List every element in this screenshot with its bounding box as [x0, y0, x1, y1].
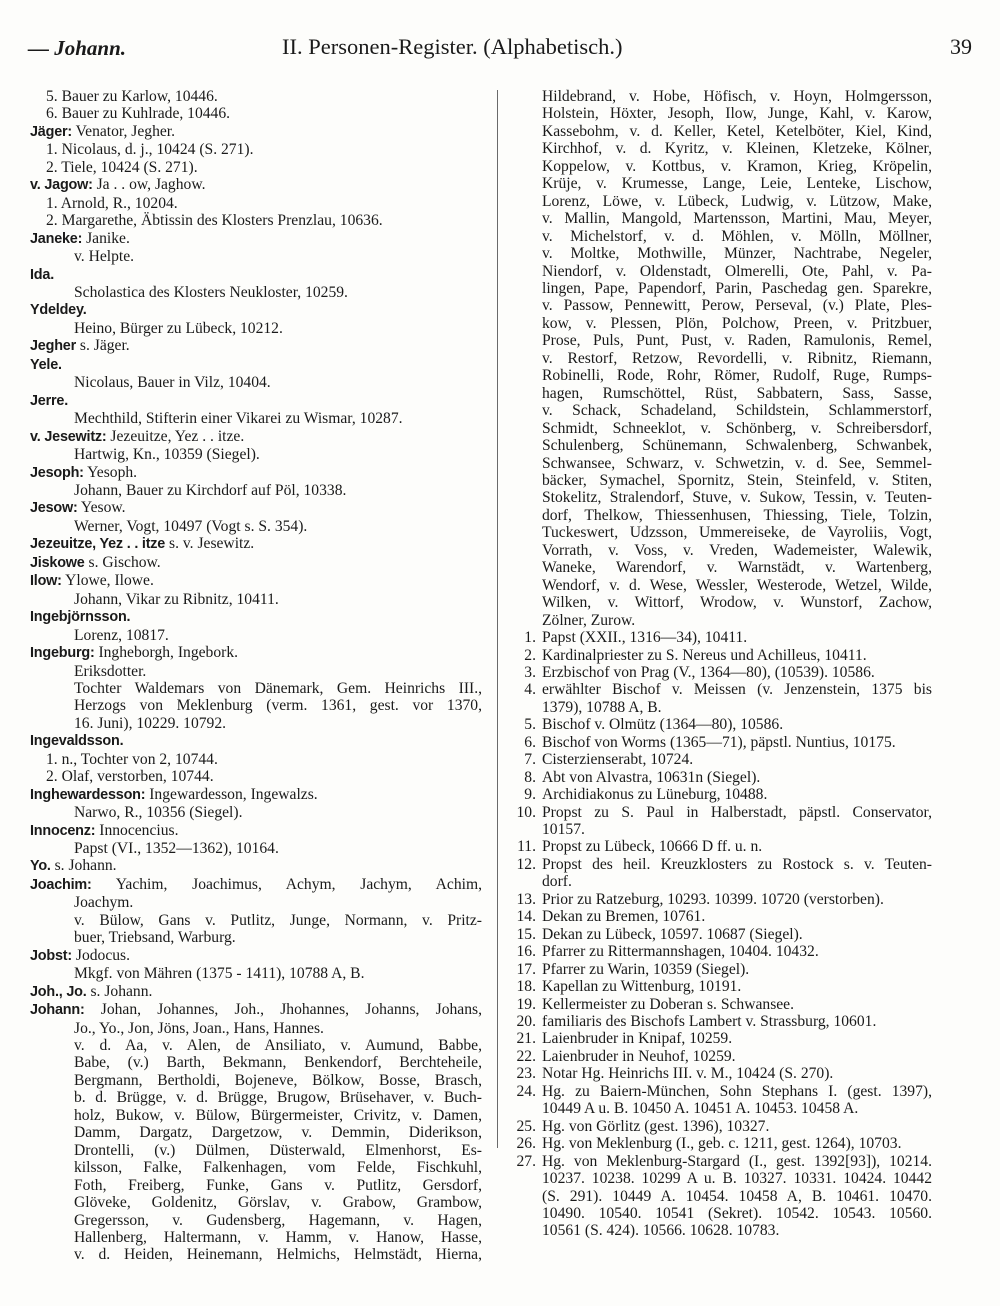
register-subentry [30, 804, 482, 821]
numbered-entry [510, 908, 932, 925]
register-text: 6. Bauer zu Kuhlrade, 10446. [46, 105, 231, 123]
register-text: 2. Olaf, verstorben, 10744. [46, 768, 214, 786]
register-headword: v. Jagow: [30, 177, 93, 194]
register-subentry [30, 1142, 482, 1159]
entry-text: Laienbruder in Neuhof, 10259. [542, 1047, 736, 1065]
register-heading-entry [30, 608, 482, 626]
entry-number: 15. [516, 925, 536, 943]
register-text: Hallenberg, Haltermann, v. Hamm, v. Hanow, Hasse, [74, 1229, 482, 1246]
entry-number: 20. [516, 1013, 536, 1031]
entry-number: 10. [516, 803, 536, 821]
register-subentry [30, 1194, 482, 1211]
entry-number: 24. [516, 1082, 536, 1100]
numbered-entry [510, 786, 932, 803]
register-text: Ylowe, Ilowe. [61, 572, 154, 590]
numbered-entry [510, 1048, 932, 1065]
name-list-line: Robinelli, Rode, Rohr, Römer, Rudolf, Ruge, Rumps- [542, 367, 932, 385]
numbered-entry [510, 961, 932, 978]
name-list-line: Niendorf, v. Oldenstadt, Olmerelli, Ote, Pahl, v. Pa- [542, 262, 932, 280]
register-headword: Yele. [30, 356, 62, 373]
register-text: v. d. Aa, v. Alen, de Ansiliato, v. Aumund, Babbe, [74, 1037, 482, 1055]
register-heading-entry [30, 176, 482, 194]
entry-text: Cisterzienserabt, 10724. [542, 751, 694, 769]
register-headword: Jäger: [30, 123, 72, 140]
register-subentry [30, 965, 482, 982]
name-list-line: Schulenberg, Schünemann, Schwalenberg, Schwanbek, [542, 437, 932, 455]
register-subentry [30, 1124, 482, 1141]
register-subentry [30, 1159, 482, 1176]
register-text: Eriksdotter. [74, 662, 147, 680]
name-list-line: Schmidt, Schneeklot, v. Schönberg, v. Schreibersdorf, [542, 419, 932, 437]
numbered-entry [510, 1030, 932, 1047]
name-list-line: Koppelow, v. Kottbus, v. Kramon, Krieg, Kröpelin, [542, 157, 932, 175]
register-text: Heino, Bürger zu Lübeck, 10212. [74, 319, 283, 337]
register-headword: Ydeldey. [30, 302, 87, 319]
register-headword: Jesow: [30, 500, 78, 517]
register-subentry [30, 768, 482, 785]
name-list-line: Vorrath, v. Voss, v. Vreden, Wademeister, Walewik, [542, 541, 932, 559]
entry-text: Dekan zu Lübeck, 10597. 10687 (Siegel). [542, 925, 803, 943]
entry-text: 10157. [542, 821, 585, 839]
register-subentry [30, 141, 482, 158]
register-headword: Jegher [30, 338, 76, 355]
register-heading-entry [30, 499, 482, 517]
entry-text: Kellermeister zu Doberan s. Schwansee. [542, 995, 795, 1013]
register-text: Tochter Waldemars von Dänemark, Gem. Heinrichs III., [74, 679, 482, 697]
column-divider [497, 90, 498, 1148]
entry-text: Papst (XXII., 1316—34), 10411. [542, 629, 748, 647]
name-list-line: v. Michelstorf, v. d. Möhlen, v. Mölln, Möllner, [542, 227, 932, 245]
name-list-line: v. Passow, Pennewitt, Perow, Perseval, (v.) Plate, Ples- [542, 297, 932, 315]
register-text: Johan, Johannes, Joh., Jhohannes, Johanns, Johans, [84, 1001, 482, 1019]
register-text: Innocencius. [95, 821, 179, 839]
numbered-entry [510, 629, 932, 646]
name-list-line: kow, v. Plessen, Plön, Polchow, Preen, v. Pritzbuer, [542, 314, 932, 332]
register-subentry [30, 1246, 482, 1263]
entry-text: 10449 A u. B. 10450 A. 10451 A. 10453. 10458 A. [542, 1100, 859, 1118]
numbered-entry-continuation [510, 873, 932, 890]
register-text: b. d. Brügge, v. d. Brügge, Brugow, Brüsehaver, v. Buch- [74, 1089, 482, 1107]
register-text: kilsson, Falke, Falkenhagen, vom Felde, Fischkuhl, [74, 1159, 482, 1177]
entry-text: Laienbruder in Knipaf, 10259. [542, 1030, 733, 1048]
register-heading-entry [30, 732, 482, 750]
name-list-line: Hildebrand, v. Hobe, Höfisch, v. Hoyn, Holmgersson, [542, 88, 932, 105]
numbered-entry [510, 751, 932, 768]
numbered-entry [510, 647, 932, 664]
entry-text: Archidiakonus zu Lüneburg, 10488. [542, 786, 768, 804]
register-subentry [30, 715, 482, 732]
numbered-entry [510, 769, 932, 786]
register-text: Narwo, R., 10356 (Siegel). [74, 804, 243, 822]
entry-text: erwählter Bischof v. Meissen (v. Jenzenstein, 1375 bis [542, 681, 932, 699]
register-heading-entry [30, 301, 482, 319]
register-text: 16. Juni), 10229. 10792. [74, 714, 227, 732]
register-subentry [30, 195, 482, 212]
entry-text: Kardinalpriester zu S. Nereus und Achilleus, 10411. [542, 646, 867, 664]
register-headword: Joachim: [30, 876, 92, 893]
name-list-line: Kassebohm, v. d. Keller, Ketel, Ketelböter, Kiel, Kind, [542, 122, 932, 140]
name-list-line: Waneke, Warendorf, v. Warnstädt, v. Wartenberg, [542, 559, 932, 577]
entry-number: 11. [517, 838, 536, 856]
entry-number: 14. [516, 908, 536, 926]
register-text: holz, Bukow, v. Bülow, Bürgermeister, Crivitz, v. Damen, [74, 1106, 482, 1124]
entry-number: 1. [524, 629, 536, 647]
numbered-entry [510, 804, 932, 821]
register-headword: Joh., Jo. [30, 983, 87, 1000]
register-subentry [30, 751, 482, 768]
name-list-line: Krüje, v. Krumesse, Lange, Leie, Lenteke, Lischow, [542, 175, 932, 193]
name-list-line: Lorenz, Löwe, v. Lübeck, Ludwig, v. Lützow, Make, [542, 192, 932, 210]
entry-text: Hg. von Meklenburg (I., geb. c. 1211, gest. 1264), 10703. [542, 1135, 902, 1153]
register-text: Damm, Dargatz, Dargetzow, v. Demmin, Diderikson, [74, 1124, 482, 1142]
entry-text: Bischof von Worms (1365—71), päpstl. Nuntius, 10175. [542, 733, 896, 751]
register-headword: Ingebjörnsson. [30, 609, 131, 626]
name-list-line: Stokelitz, Stralendorf, Stuve, v. Sukow, Tessin, v. Teuten- [542, 489, 932, 507]
register-text: s. v. Jesewitz. [165, 535, 255, 553]
register-subentry [30, 929, 482, 946]
register-headword: Ingeburg: [30, 645, 95, 662]
left-column [30, 88, 482, 1264]
register-heading-entry [30, 337, 482, 355]
numbered-entry [510, 716, 932, 733]
numbered-entry [510, 664, 932, 681]
register-text: v. Bülow, Gans v. Putlitz, Junge, Normann, v. Pritz- [74, 911, 482, 929]
register-heading-entry [30, 644, 482, 662]
register-heading-entry [30, 786, 482, 804]
register-heading-entry [30, 857, 482, 875]
register-heading-entry [30, 464, 482, 482]
name-list-line: v. Mallin, Mangold, Martensson, Martini, Mau, Meyer, [542, 210, 932, 228]
register-heading-entry [30, 392, 482, 410]
register-subentry [30, 697, 482, 714]
entry-number: 6. [524, 733, 536, 751]
numbered-entry [510, 1153, 932, 1170]
entry-number: 9. [524, 786, 536, 804]
register-subentry [30, 159, 482, 176]
page-number: 39 [950, 34, 972, 59]
register-subentry [30, 518, 482, 535]
register-headword: Johann: [30, 1002, 85, 1019]
register-headword: Inghewardesson: [30, 786, 146, 803]
entry-text: Propst zu S. Paul in Halberstadt, päpstl. Conservator, [542, 803, 932, 821]
entry-number: 26. [516, 1135, 536, 1153]
register-heading-entry [30, 230, 482, 248]
name-list-line: v. Schack, Schadeland, Schildstein, Schlammerstorf, [542, 402, 932, 420]
entry-text: 10561 (S. 424). 10566. 10628. 10783. [542, 1222, 780, 1240]
name-list-line: Wendorf, v. d. Wese, Wessler, Westerode, Wetzel, Wilde, [542, 576, 932, 594]
register-text: Scholastica des Klosters Neukloster, 10259. [74, 283, 348, 301]
register-text: Johann, Bauer zu Kirchdorf auf Pöl, 10338. [74, 481, 347, 499]
entry-number: 7. [524, 751, 536, 769]
entry-number: 19. [516, 995, 536, 1013]
register-text: Hartwig, Kn., 10359 (Siegel). [74, 446, 260, 464]
register-subentry [30, 627, 482, 644]
entry-number: 5. [524, 716, 536, 734]
register-text: Gregersson, v. Gudensberg, Hagemann, v. Hagen, [74, 1211, 482, 1229]
entry-number: 2. [524, 646, 536, 664]
register-subentry [30, 1020, 482, 1037]
numbered-entry [510, 891, 932, 908]
entry-number: 17. [516, 960, 536, 978]
entry-number: 16. [516, 943, 536, 961]
entry-text: 10237. 10238. 10299 A u. B. 10327. 10331. 10424. 10442 [542, 1170, 932, 1188]
register-headword: Yo. [30, 858, 51, 875]
name-list-line: Holstein, Höxter, Jesoph, Ilow, Junge, Kahl, v. Karow, [542, 105, 932, 123]
register-subentry [30, 680, 482, 697]
entry-number: 3. [524, 663, 536, 681]
numbered-entry [510, 1083, 932, 1100]
numbered-entry [510, 681, 932, 698]
entry-text: Propst des heil. Kreuzklosters zu Rostock s. v. Teuten- [542, 855, 932, 873]
register-headword: Ingevaldsson. [30, 733, 124, 750]
register-heading-entry [30, 535, 482, 553]
register-subentry [30, 320, 482, 337]
name-list-line: Prose, Puls, Punt, Pust, v. Raden, Ramulonis, Remel, [542, 332, 932, 350]
register-subentry [30, 591, 482, 608]
entry-text: (S. 291). 10449 A. 10454. 10458 A, B. 10461. 10470. [542, 1187, 932, 1205]
entry-text: Notar Hg. Heinrichs III. v. M., 10424 (S. 270). [542, 1065, 834, 1083]
register-headword: Jesoph: [30, 464, 84, 481]
register-heading-entry [30, 1001, 482, 1019]
name-list-line: v. Moltke, Mothwille, Münzer, Nachtrabe, Negeler, [542, 245, 932, 263]
name-list-line: Tuckeswert, Udzsson, Ummereiseke, de Vayroliis, Vogt, [542, 524, 932, 542]
name-list-line: Schwansee, Schwarz, v. Schwetzin, v. d. See, Semmel- [542, 454, 932, 472]
register-heading-entry [30, 822, 482, 840]
register-text: Janike. [82, 229, 130, 247]
register-text: Ingewardesson, Ingewalzs. [145, 785, 318, 803]
register-subentry [30, 284, 482, 301]
register-subentry [30, 482, 482, 499]
register-text: Venator, Jegher. [72, 122, 176, 140]
numbered-entry [510, 838, 932, 855]
register-subentry [30, 1054, 482, 1071]
register-text: Bergmann, Bertholdi, Bojeneve, Bölkow, Bosse, Brasch, [74, 1071, 482, 1089]
register-text: Glöveke, Goldenitz, Görslav, v. Grabow, Grambow, [74, 1194, 482, 1212]
register-text: 2. Tiele, 10424 (S. 271). [46, 158, 198, 176]
numbered-entry [510, 1118, 932, 1135]
name-list-line: Zölner, Zurow. [542, 611, 636, 629]
entry-text: familiaris des Bischofs Lambert v. Strassburg, 10601. [542, 1013, 877, 1031]
numbered-entry-continuation [510, 1100, 932, 1117]
register-heading-entry [30, 123, 482, 141]
register-headword: Innocenz: [30, 822, 96, 839]
register-headword: Ilow: [30, 573, 62, 590]
name-list-line: v. Restorf, Retzow, Revordelli, v. Ribnitz, Riemann, [542, 349, 932, 367]
register-subentry [30, 1229, 482, 1246]
register-text: Ja . . ow, Jaghow. [92, 176, 206, 194]
register-subentry [30, 663, 482, 680]
entry-text: Prior zu Ratzeburg, 10293. 10399. 10720 (verstorben). [542, 890, 884, 908]
entry-text: Bischof v. Olmütz (1364—80), 10586. [542, 716, 784, 734]
entry-text: Pfarrer zu Rittermannshagen, 10404. 10432. [542, 943, 819, 961]
name-list-line: bäcker, Symachel, Spornitz, Stein, Steinfeld, v. Stiten, [542, 471, 932, 489]
register-text: Yesoph. [83, 463, 138, 481]
entry-text: 1379), 10788 A, B. [542, 698, 662, 716]
entry-text: Hg. von Görlitz (gest. 1396), 10327. [542, 1117, 770, 1135]
register-text: buer, Triebsand, Warburg. [74, 929, 236, 947]
register-heading-entry [30, 266, 482, 284]
name-list-line: Kirchhof, v. d. Kyritz, v. Kleinen, Kletzeke, Kölner, [542, 140, 932, 158]
register-text: v. Helpte. [74, 248, 135, 266]
entry-text: Dekan zu Bremen, 10761. [542, 908, 706, 926]
register-text: s. Johann. [50, 857, 117, 875]
numbered-entry-continuation [510, 1170, 932, 1187]
entry-text: Propst zu Lübeck, 10666 D ff. u. n. [542, 838, 763, 856]
register-subentry [30, 894, 482, 911]
entry-text: Hg. zu Baiern-München, Sohn Stephans I. (gest. 1397), [542, 1082, 932, 1100]
register-text: Nicolaus, Bauer in Vilz, 10404. [74, 374, 271, 392]
entry-number: 18. [516, 978, 536, 996]
entry-number: 8. [524, 768, 536, 786]
numbered-entry [510, 856, 932, 873]
register-text: Babe, (v.) Barth, Bekmann, Benkendorf, Berchteheile, [74, 1054, 482, 1072]
register-text: Jo., Yo., Jon, Jöns, Joan., Hans, Hannes. [74, 1019, 324, 1037]
register-headword: Jezeuitze, Yez . . itze [30, 536, 166, 553]
right-column [510, 88, 932, 1240]
register-text: Mkgf. von Mähren (1375 - 1411), 10788 A, B. [74, 965, 365, 983]
numbered-entry [510, 926, 932, 943]
name-list-line: Wilken, v. Wittorf, Wrodow, v. Wunstorf, Zachow, [542, 594, 932, 612]
register-heading-entry [30, 554, 482, 572]
entry-text: dorf. [542, 873, 572, 891]
register-text: v. d. Heiden, Heinemann, Helmichs, Helmstädt, Hierna, [74, 1246, 482, 1264]
register-text: Werner, Vogt, 10497 (Vogt s. S. 354). [74, 517, 308, 535]
register-subentry [30, 1072, 482, 1089]
numbered-entry [510, 734, 932, 751]
register-subentry [30, 248, 482, 265]
register-headword: Janeke: [30, 230, 83, 247]
running-head-left: — Johann. [28, 36, 127, 60]
register-subentry [30, 88, 482, 105]
entry-number: 22. [516, 1047, 536, 1065]
register-heading-entry [30, 428, 482, 446]
numbered-entry [510, 1013, 932, 1030]
register-subentry [30, 1177, 482, 1194]
numbered-entry-continuation [510, 1205, 932, 1222]
register-text: Foth, Freiberg, Funke, Gans v. Putlitz, Gersdorf, [74, 1176, 482, 1194]
page-header [28, 32, 972, 68]
register-subentry [30, 912, 482, 929]
entry-number: 23. [516, 1065, 536, 1083]
register-subentry [30, 105, 482, 122]
entry-number: 4. [524, 681, 536, 699]
register-subentry [30, 1037, 482, 1054]
register-text: 1. Arnold, R., 10204. [46, 194, 178, 212]
entry-number: 12. [516, 855, 536, 873]
register-heading-entry [30, 876, 482, 894]
register-subentry [30, 212, 482, 229]
entry-text: 10490. 10540. 10541 (Sekret). 10542. 10543. 10560. [542, 1205, 932, 1222]
entry-number: 27. [516, 1152, 536, 1170]
running-head-title: II. Personen-Register. (Alphabetisch.) [282, 34, 623, 59]
register-text: 2. Margarethe, Äbtissin des Klosters Prenzlau, 10636. [46, 212, 383, 230]
numbered-entry [510, 978, 932, 995]
register-text: Jodocus. [71, 946, 131, 964]
numbered-entry [510, 996, 932, 1013]
register-heading-entry [30, 983, 482, 1001]
name-list-line: hagen, Rumschöttel, Rüst, Sabbatern, Sass, Sasse, [542, 384, 932, 402]
numbered-entry-continuation [510, 1188, 932, 1205]
register-text: Drontelli, (v.) Dülmen, Düsterwald, Elmenhorst, Es- [74, 1141, 482, 1159]
register-heading-entry [30, 947, 482, 965]
register-text: Johann, Vikar zu Ribnitz, 10411. [74, 590, 279, 608]
numbered-entry [510, 1135, 932, 1152]
register-heading-entry [30, 572, 482, 590]
numbered-entry-continuation [510, 1222, 932, 1239]
register-text: Yesow. [77, 499, 126, 517]
name-list-line: lingen, Pape, Papendorf, Parin, Paschedag gen. Sparekre, [542, 279, 932, 297]
entry-text: Erzbischof von Prag (V., 1364—80), (10539). 10586. [542, 663, 875, 681]
register-text: Joachym. [74, 894, 134, 912]
numbered-entry-continuation [510, 821, 932, 838]
numbered-entry [510, 943, 932, 960]
register-text: Papst (VI., 1352—1362), 10164. [74, 840, 279, 858]
numbered-entry [510, 1065, 932, 1082]
register-text: Jezeuitze, Yez . . itze. [106, 427, 245, 445]
register-headword: Jobst: [30, 947, 72, 964]
register-headword: Ida. [30, 266, 54, 283]
entry-text: Abt von Alvastra, 10631n (Siegel). [542, 768, 761, 786]
entry-number: 21. [516, 1030, 536, 1048]
register-text: Ingheborgh, Ingebork. [94, 644, 239, 662]
register-text: 1. n., Tochter von 2, 10744. [46, 750, 218, 768]
register-heading-entry [30, 356, 482, 374]
register-subentry [30, 446, 482, 463]
register-subentry [30, 1212, 482, 1229]
register-text: Yachim, Joachimus, Achym, Jachym, Achim, [91, 875, 482, 893]
register-headword: Jiskowe [30, 554, 85, 571]
register-subentry [30, 1107, 482, 1124]
register-text: 5. Bauer zu Karlow, 10446. [46, 88, 218, 105]
register-subentry [30, 410, 482, 427]
register-subentry [30, 840, 482, 857]
register-subentry [30, 374, 482, 391]
entry-number: 25. [516, 1117, 536, 1135]
entry-text: Hg. von Meklenburg-Stargard (I., gest. 1392[93]), 10214. [542, 1152, 932, 1170]
entry-text: Pfarrer zu Warin, 10359 (Siegel). [542, 960, 750, 978]
register-headword: Jerre. [30, 392, 69, 409]
register-subentry [30, 1089, 482, 1106]
entry-text: Kapellan zu Wittenburg, 10191. [542, 978, 742, 996]
register-text: s. Johann. [86, 982, 153, 1000]
register-text: s. Gischow. [84, 553, 161, 571]
numbered-entry-continuation [510, 699, 932, 716]
register-text: Lorenz, 10817. [74, 626, 169, 644]
register-text: Herzogs von Meklenburg (verm. 1361, gest. vor 1370, [74, 697, 482, 715]
register-text: 1. Nicolaus, d. j., 10424 (S. 271). [46, 141, 254, 159]
register-headword: v. Jesewitz: [30, 428, 107, 445]
register-text: s. Jäger. [76, 337, 130, 355]
entry-number: 13. [516, 890, 536, 908]
register-text: Mechthild, Stifterin einer Vikarei zu Wismar, 10287. [74, 410, 403, 428]
name-list-line: dorf, Thelkow, Thiessenhusen, Thiessing, Tiele, Tolzin, [542, 506, 932, 524]
